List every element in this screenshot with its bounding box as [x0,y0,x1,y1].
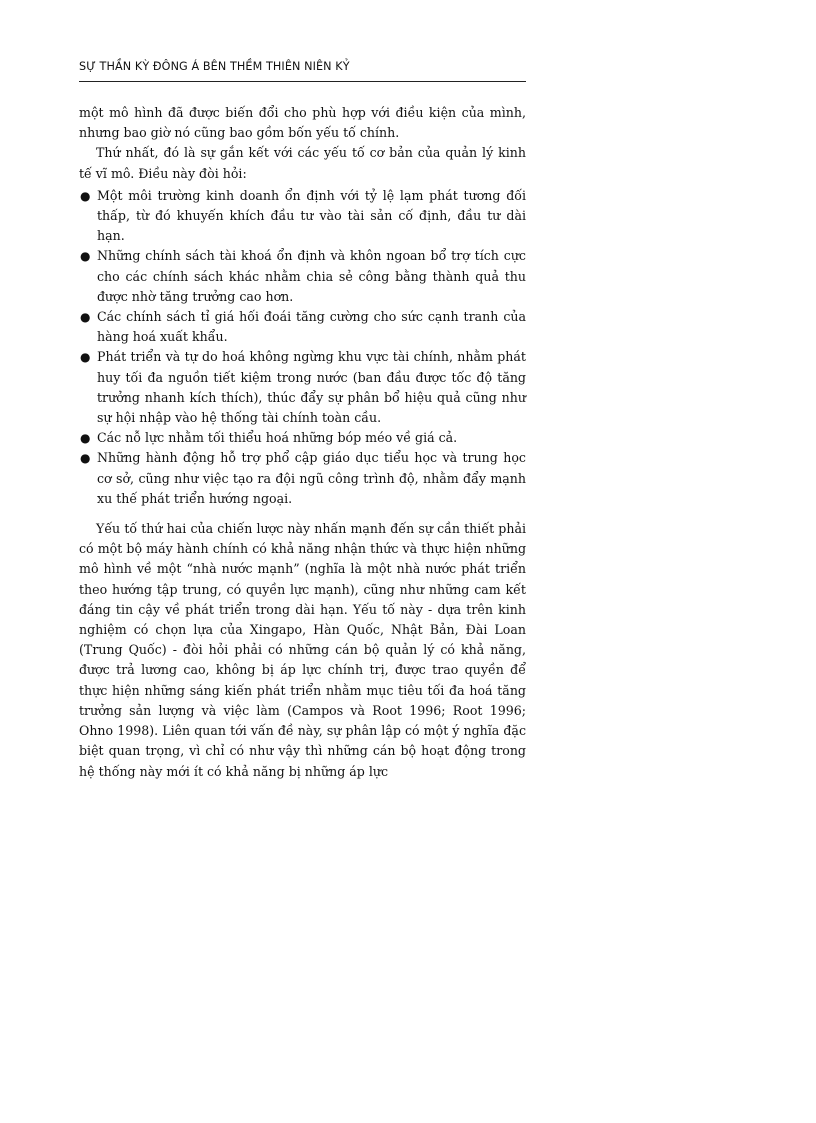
bullet-icon: ● [80,451,91,466]
running-header: SỰ THẦN KỲ ĐÔNG Á BÊN THỀM THIÊN NIÊN KỶ [79,60,350,73]
bullet-icon: ● [80,431,91,446]
list-item-text: Một môi trường kinh doanh ổn định với tỷ lệ lạm phát tương đối thấp, từ đó khuyến khích đầu tư vào tài sản cố định, đầu tư dài hạn. [97,187,526,244]
bullet-icon: ● [80,310,91,325]
paragraph-second-factor: Yếu tố thứ hai của chiến lược này nhấn mạnh đến sự cần thiết phải có một bộ máy hành chính có khả năng nhận thức và thực hiện những mô hình về một “nhà nước mạnh” (nghĩa là một nhà nước phát triển theo hướng tập trung, có quyền lực mạnh), cũng như những cam kết đáng tin cậy về phát triển trong dài hạn. Yếu tố này - dựa trên kinh nghiệm có chọn lựa của Xingapo, Hàn Quốc, Nhật Bản, Đài Loan (Trung Quốc) - đòi hỏi phải có những cán bộ quản lý có khả năng, được trả lương cao, không bị áp lực chính trị, được trao quyền để thực hiện những sáng kiến phát triển nhằm mục tiêu tối đa hoá tăng trưởng sản lượng và việc làm (Campos và Root 1996; Root 1996; Ohno 1998). Liên quan tới vấn đề này, sự phân lập có một ý nghĩa đặc biệt quan trọng, vì chỉ có như vậy thì những cán bộ hoạt động trong hệ thống này mới ít có khả năng bị những áp lực [79,521,526,779]
list-item [79,246,526,307]
list-item-text: Những chính sách tài khoá ổn định và khôn ngoan bổ trợ tích cực cho các chính sách khác nhằm chia sẻ công bằng thành quả thu được nhờ tăng trưởng cao hơn. [97,248,526,304]
paragraph-continuation: một mô hình đã được biến đổi cho phù hợp với điều kiện của mình, nhưng bao giờ nó cũng bao gồm bốn yếu tố chính. [79,105,526,141]
list-item-text: Phát triển và tự do hoá không ngừng khu vực tài chính, nhằm phát huy tối đa nguồn tiết kiệm trong nước (ban đầu được tốc độ tăng trưởng nhanh kích thích), thúc đẩy sự phân bổ hiệu quả cũng như sự hội nhập vào hệ thống tài chính toàn cầu. [97,349,526,426]
bullet-icon: ● [80,188,91,203]
body-text [79,103,526,782]
paragraph-first-factor: Thứ nhất, đó là sự gắn kết với các yếu tố cơ bản của quản lý kinh tế vĩ mô. Điều này đòi hỏi: [79,145,526,181]
list-item [79,347,526,428]
list-item [79,428,526,448]
list-item [79,448,526,509]
bullet-icon: ● [80,249,91,264]
list-item-text: Những hành động hỗ trợ phổ cập giáo dục tiểu học và trung học cơ sở, cũng như việc tạo ra đội ngũ công trình độ, nhằm đẩy mạnh xu thế phát triển hướng ngoại. [97,450,526,506]
header-rule [79,81,526,82]
list-item-text: Các chính sách tỉ giá hối đoái tăng cường cho sức cạnh tranh của hàng hoá xuất khẩu. [97,309,526,345]
bullet-icon: ● [80,350,91,365]
list-item [79,307,526,347]
list-item [79,186,526,247]
list-item-text: Các nỗ lực nhằm tối thiểu hoá những bóp méo về giá cả. [97,430,458,446]
bullet-list [79,186,526,509]
